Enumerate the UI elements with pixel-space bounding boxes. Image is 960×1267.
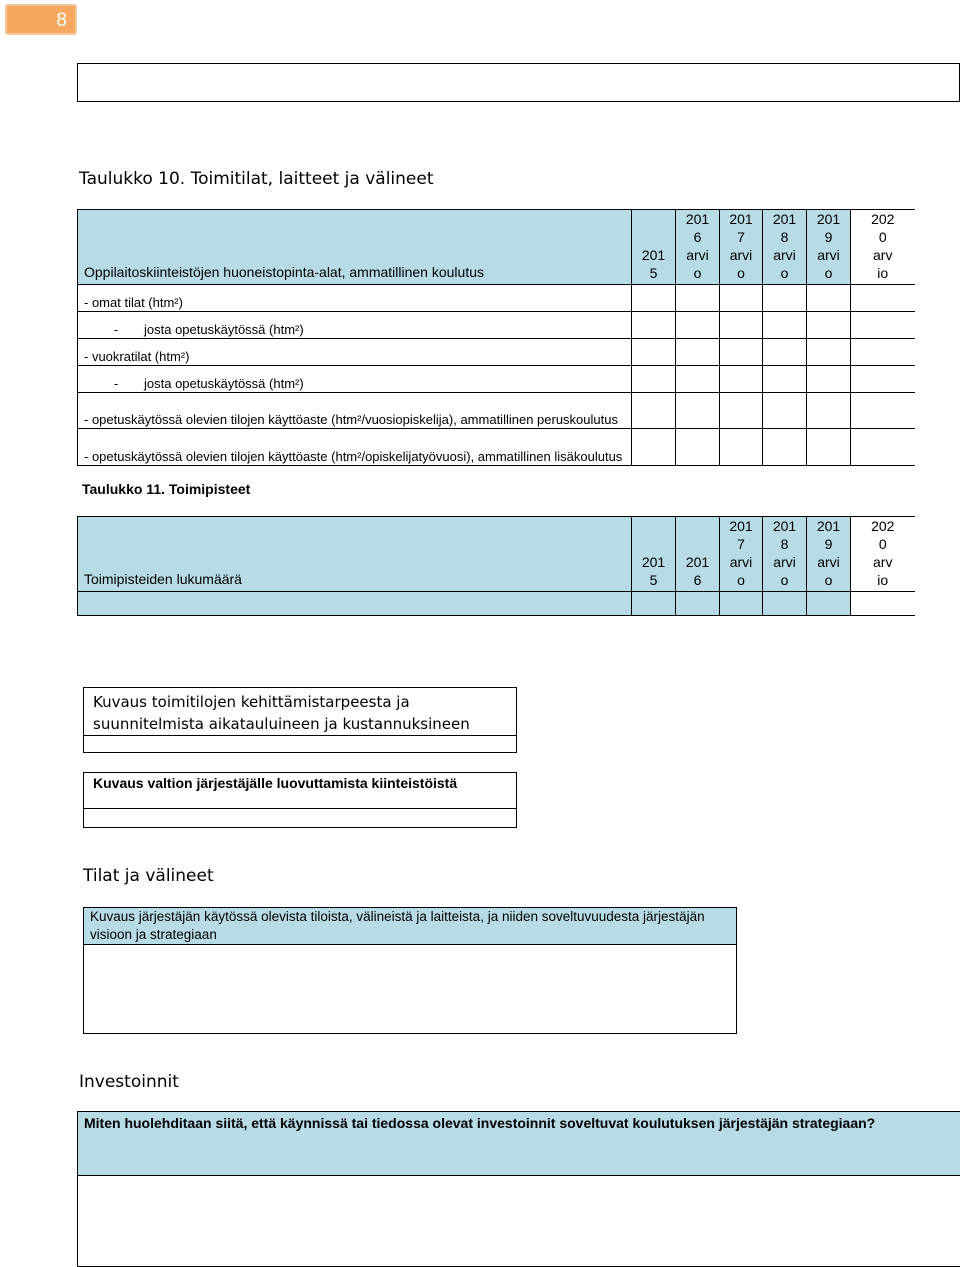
data-cell[interactable] bbox=[676, 393, 720, 429]
year-header: 201 9 arvi o bbox=[807, 210, 851, 285]
data-cell[interactable] bbox=[763, 285, 807, 312]
year-header: 201 5 bbox=[632, 210, 676, 285]
data-cell[interactable] bbox=[676, 366, 720, 393]
table-row bbox=[78, 429, 915, 466]
data-cell[interactable] bbox=[632, 312, 676, 339]
table-row bbox=[78, 366, 915, 393]
year-header: 201 7 arvi o bbox=[720, 517, 763, 592]
data-cell[interactable] bbox=[807, 592, 851, 616]
year-header: 202 0 arv io bbox=[851, 210, 915, 285]
data-cell[interactable] bbox=[720, 285, 763, 312]
investments-prompt: Miten huolehditaan siitä, että käynnissä tai tiedossa olevat investoinnit soveltuvat koulutuksen järjestäjän strategiaan? bbox=[78, 1112, 960, 1176]
page-number-badge: 8 bbox=[5, 4, 77, 35]
data-cell[interactable] bbox=[851, 312, 915, 339]
investments-box bbox=[77, 1111, 960, 1267]
data-cell[interactable] bbox=[676, 312, 720, 339]
year-header: 201 6 bbox=[676, 517, 720, 592]
data-cell[interactable] bbox=[720, 312, 763, 339]
state-property-input-area[interactable] bbox=[84, 809, 516, 827]
year-header: 201 6 arvi o bbox=[676, 210, 720, 285]
row-label: - opetuskäytössä olevien tilojen käyttöaste (htm²/opiskelijatyövuosi), ammatillinen lisäkoulutus bbox=[78, 429, 632, 466]
data-cell[interactable] bbox=[763, 393, 807, 429]
facilities-box bbox=[83, 907, 737, 1034]
development-input-area[interactable] bbox=[84, 736, 516, 752]
table11-header-row bbox=[78, 517, 915, 592]
development-title-line: suunnitelmista aikatauluineen ja kustannuksineen bbox=[93, 715, 470, 733]
data-cell[interactable] bbox=[807, 366, 851, 393]
data-cell[interactable] bbox=[807, 339, 851, 366]
investments-input-area[interactable] bbox=[78, 1176, 960, 1266]
table10 bbox=[77, 209, 915, 466]
data-cell[interactable] bbox=[632, 393, 676, 429]
year-header: 201 7 arvi o bbox=[720, 210, 763, 285]
data-cell[interactable] bbox=[851, 429, 915, 466]
table11 bbox=[77, 516, 915, 616]
data-cell[interactable] bbox=[807, 285, 851, 312]
data-cell[interactable] bbox=[851, 339, 915, 366]
data-cell[interactable] bbox=[632, 429, 676, 466]
row-label: - opetuskäytössä olevien tilojen käyttöaste (htm²/vuosiopiskelija), ammatillinen peruskoulutus bbox=[78, 393, 632, 429]
row-label: - vuokratilat (htm²) bbox=[78, 339, 632, 366]
data-cell[interactable] bbox=[720, 339, 763, 366]
data-cell[interactable] bbox=[632, 339, 676, 366]
table11-header-label: Toimipisteiden lukumäärä bbox=[78, 517, 632, 592]
table-row bbox=[78, 285, 915, 312]
data-cell[interactable] bbox=[763, 366, 807, 393]
row-label: - josta opetuskäytössä (htm²) bbox=[78, 312, 632, 339]
investments-heading: Investoinnit bbox=[79, 1072, 179, 1092]
data-cell[interactable] bbox=[763, 312, 807, 339]
data-cell[interactable] bbox=[78, 592, 632, 616]
development-box bbox=[83, 687, 517, 753]
data-cell[interactable] bbox=[763, 339, 807, 366]
empty-text-box[interactable] bbox=[77, 63, 960, 102]
table10-caption: Taulukko 10. Toimitilat, laitteet ja välineet bbox=[79, 169, 434, 189]
data-cell[interactable] bbox=[807, 393, 851, 429]
data-cell[interactable] bbox=[676, 592, 720, 616]
table10-header-row bbox=[78, 210, 915, 285]
data-cell[interactable] bbox=[676, 429, 720, 466]
data-cell[interactable] bbox=[851, 366, 915, 393]
table-row bbox=[78, 393, 915, 429]
data-cell[interactable] bbox=[763, 592, 807, 616]
development-title-line: Kuvaus toimitilojen kehittämistarpeesta ja bbox=[93, 693, 410, 711]
facilities-heading: Tilat ja välineet bbox=[83, 866, 214, 886]
year-header: 202 0 arv io bbox=[851, 517, 915, 592]
row-label: - josta opetuskäytössä (htm²) bbox=[78, 366, 632, 393]
data-cell[interactable] bbox=[676, 339, 720, 366]
row-label: - omat tilat (htm²) bbox=[78, 285, 632, 312]
data-cell[interactable] bbox=[851, 393, 915, 429]
data-cell[interactable] bbox=[720, 366, 763, 393]
data-cell[interactable] bbox=[632, 366, 676, 393]
table11-caption: Taulukko 11. Toimipisteet bbox=[82, 481, 251, 497]
state-property-box bbox=[83, 772, 517, 828]
data-cell[interactable] bbox=[851, 285, 915, 312]
facilities-input-area[interactable] bbox=[84, 945, 736, 1033]
data-cell[interactable] bbox=[720, 592, 763, 616]
state-property-title: Kuvaus valtion järjestäjälle luovuttamista kiinteistöistä bbox=[84, 773, 516, 809]
year-header: 201 8 arvi o bbox=[763, 517, 807, 592]
table10-header-label: Oppilaitoskiinteistöjen huoneistopinta-alat, ammatillinen koulutus bbox=[78, 210, 632, 285]
data-cell[interactable] bbox=[632, 592, 676, 616]
year-header: 201 9 arvi o bbox=[807, 517, 851, 592]
year-header: 201 8 arvi o bbox=[763, 210, 807, 285]
table-row bbox=[78, 339, 915, 366]
data-cell[interactable] bbox=[763, 429, 807, 466]
data-cell[interactable] bbox=[676, 285, 720, 312]
table-row bbox=[78, 592, 915, 616]
data-cell[interactable] bbox=[720, 393, 763, 429]
data-cell[interactable] bbox=[807, 312, 851, 339]
development-box-title bbox=[84, 688, 516, 736]
facilities-prompt: Kuvaus järjestäjän käytössä olevista tiloista, välineistä ja laitteista, ja niiden soveltuvuudesta järjestäjän visioon ja strategiaan bbox=[84, 908, 736, 945]
table-row bbox=[78, 312, 915, 339]
data-cell[interactable] bbox=[851, 592, 915, 616]
data-cell[interactable] bbox=[632, 285, 676, 312]
year-header: 201 5 bbox=[632, 517, 676, 592]
data-cell[interactable] bbox=[807, 429, 851, 466]
data-cell[interactable] bbox=[720, 429, 763, 466]
